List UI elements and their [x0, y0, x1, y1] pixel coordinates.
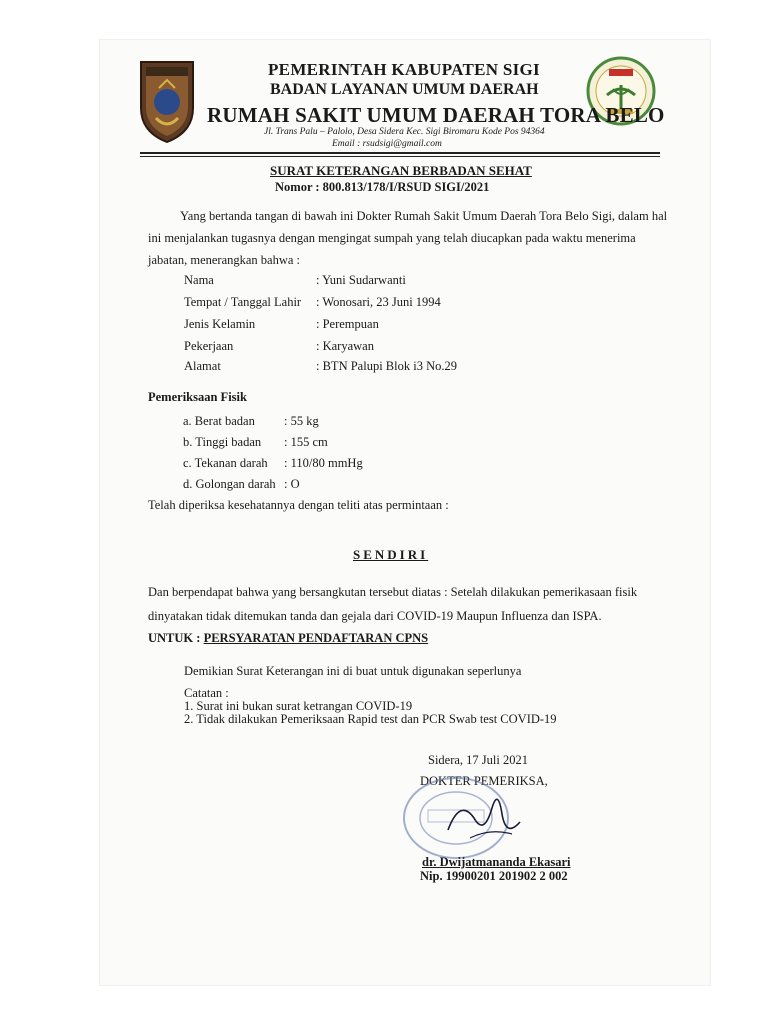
letter-title: SURAT KETERANGAN BERBADAN SEHAT: [270, 163, 532, 178]
intro-line: ini menjalankan tugasnya dengan mengingat sumpah yang telah diucapkan pada waktu menerima: [148, 231, 636, 245]
purpose-label: UNTUK :: [148, 631, 204, 645]
closing-statement: Demikian Surat Keterangan ini di buat untuk digunakan seperlunya: [184, 664, 522, 678]
signer-nip: Nip. 19900201 201902 2 002: [420, 869, 568, 883]
field-value-gender: : Perempuan: [316, 317, 379, 331]
opinion-line: dinyatakan tidak ditemukan tanda dan gejala dari COVID-19 Maupun Influenza dan ISPA.: [148, 609, 602, 623]
requester: SENDIRI: [353, 547, 429, 562]
header-hospital-name: RUMAH SAKIT UMUM DAERAH TORA BELO: [207, 103, 665, 127]
opinion-line: Dan berpendapat bahwa yang bersangkutan tersebut diatas : Setelah dilakukan pemerikasaan fisik: [148, 585, 638, 599]
field-value-occupation: : Karyawan: [316, 339, 374, 353]
intro-line: Yang bertanda tangan di bawah ini Dokter Rumah Sakit Umum Daerah Tora Belo Sigi, dalam hal: [180, 209, 668, 223]
note-item: 2. Tidak dilakukan Pemeriksaan Rapid test dan PCR Swab test COVID-19: [184, 712, 557, 726]
field-value-name: : Yuni Sudarwanti: [316, 273, 406, 287]
field-value-birth: : Wonosari, 23 Juni 1994: [316, 295, 441, 309]
header-divider: [140, 152, 660, 154]
exam-value-blood-pressure: : 110/80 mmHg: [284, 456, 363, 470]
note-item: 1. Surat ini bukan surat ketrangan COVID-19: [184, 699, 413, 713]
notes-heading: Catatan :: [184, 686, 229, 700]
examined-statement: Telah diperiksa kesehatannya dengan teliti atas permintaan :: [148, 498, 449, 512]
header-address: Jl. Trans Palu – Palolo, Desa Sidera Kec. Sigi Biromaru Kode Pos 94364: [264, 127, 545, 137]
exam-label-blood-type: d. Golongan darah: [183, 477, 276, 491]
place-date: Sidera, 17 Juli 2021: [428, 753, 528, 767]
letter-number: Nomor : 800.813/178/I/RSUD SIGI/2021: [275, 180, 490, 194]
regency-crest-logo: [137, 58, 197, 144]
purpose-value: PERSYARATAN PENDAFTARAN CPNS: [203, 631, 429, 645]
signature: [440, 778, 530, 858]
field-label-birth: Tempat / Tanggal Lahir: [184, 295, 302, 309]
field-value-address: : BTN Palupi Blok i3 No.29: [316, 359, 457, 373]
header-divider-thin: [140, 156, 660, 157]
field-label-gender: Jenis Kelamin: [184, 317, 256, 331]
intro-line: jabatan, menerangkan bahwa :: [148, 253, 301, 267]
header-agency: BADAN LAYANAN UMUM DAERAH: [270, 81, 539, 98]
exam-label-height: b. Tinggi badan: [183, 435, 262, 449]
exam-value-blood-type: : O: [284, 477, 300, 491]
signer-name: dr. Dwijatmananda Ekasari: [422, 855, 571, 869]
header-email: Email : rsudsigi@gmail.com: [332, 139, 442, 149]
field-label-address: Alamat: [184, 359, 221, 373]
exam-value-weight: : 55 kg: [284, 414, 319, 428]
exam-label-weight: a. Berat badan: [183, 414, 255, 428]
header-government: PEMERINTAH KABUPATEN SIGI: [268, 60, 540, 79]
exam-value-height: : 155 cm: [284, 435, 328, 449]
field-label-occupation: Pekerjaan: [184, 339, 234, 353]
exam-heading: Pemeriksaan Fisik: [148, 390, 247, 404]
exam-label-blood-pressure: c. Tekanan darah: [183, 456, 268, 470]
field-label-name: Nama: [184, 273, 214, 287]
signer-role: DOKTER PEMERIKSA,: [420, 774, 548, 788]
purpose-line: [148, 631, 428, 646]
